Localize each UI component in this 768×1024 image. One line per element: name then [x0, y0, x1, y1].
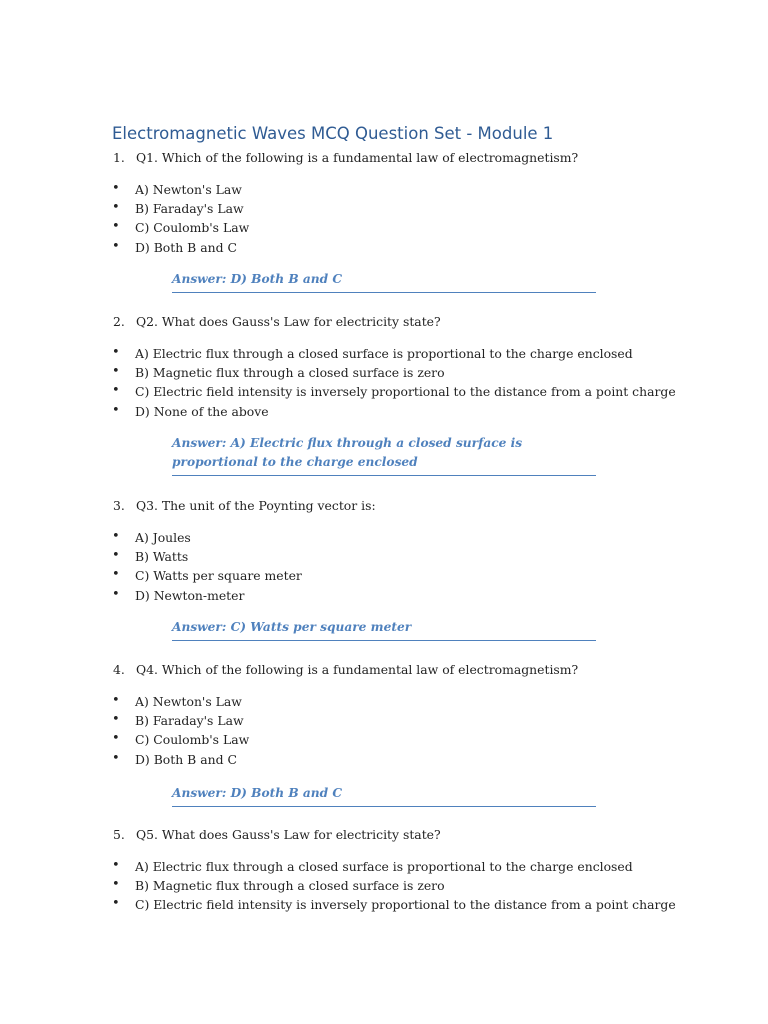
bullet-icon: • [112, 239, 120, 254]
bullet-icon: • [112, 751, 120, 766]
document-page: Electromagnetic Waves MCQ Question Set - Module 1 1. Q1. Which of the following is a fundamental law of electromagnetism? • A) Newton's Law • B) Faraday's Law • C) Coulomb's Law • D) Both B and C Answer: D) Both B and C 2. Q2. What does Gauss's Law for electricity state? • A) Electric flux through a closed surface is proportional to the charge enclosed • B) Magnetic flux through a closed surface is zero • C) Electric field intensity is inversely proportional to the distance from a point charge • D) None of the above Answer: A) Electric flux through a closed surface is proportional to the charge enclosed 3. Q3. The unit of the Poynting vector is: • A) Joules • B) Watts • C) Watts per square meter • D) Newton-meter Answer: C) Watts per square meter 4. Q4. Which of the following is a fundamental law of electromagnetism? • A) Newton's Law • B) Faraday's Law • C) Coulomb's Law • D) Both B and C Answer: D) Both B and C 5. Q5. What does Gauss's Law for electricity state? • A) Electric flux through a closed surface is proportional to the charge enclosed • B) Magnetic flux through a closed surface is zero • C) Electric field intensity is inversely proportional to the distance from a point charge [112, 124, 676, 912]
bullet-icon: • [112, 877, 120, 892]
bullet-icon: • [112, 403, 120, 418]
bullet-icon: • [112, 219, 120, 234]
question-text: Q5. What does Gauss's Law for electricity state? [136, 827, 441, 842]
answer-text: Answer: C) Watts per square meter [172, 618, 596, 641]
bullet-icon: • [112, 712, 120, 727]
question-text: Q4. Which of the following is a fundamental law of electromagnetism? [136, 662, 579, 677]
bullet-icon: • [112, 345, 120, 360]
bullet-icon: • [112, 181, 120, 196]
bullet-icon: • [112, 896, 120, 911]
question-line [113, 150, 578, 166]
document-title: Electromagnetic Waves MCQ Question Set - Module 1 [112, 124, 554, 143]
answer-text: Answer: D) Both B and C [172, 784, 596, 807]
question-text: Q2. What does Gauss's Law for electricity state? [136, 314, 441, 329]
question-number: 4. [113, 662, 125, 677]
bullet-icon: • [112, 200, 120, 215]
question-number: 5. [113, 827, 125, 842]
answer-text: Answer: A) Electric flux through a closed surface is proportional to the charge enclosed [172, 434, 596, 476]
question-number: 1. [113, 150, 125, 165]
bullet-icon: • [112, 858, 120, 873]
bullet-icon: • [112, 587, 120, 602]
bullet-icon: • [112, 567, 120, 582]
bullet-icon: • [112, 731, 120, 746]
question-line [113, 314, 441, 330]
bullet-icon: • [112, 548, 120, 563]
bullet-icon: • [112, 693, 120, 708]
question-text: Q1. Which of the following is a fundamental law of electromagnetism? [136, 150, 579, 165]
question-number: 3. [113, 498, 125, 513]
bullet-icon: • [112, 383, 120, 398]
answer-text: Answer: D) Both B and C [172, 270, 596, 293]
question-line [113, 827, 441, 843]
bullet-icon: • [112, 364, 120, 379]
question-number: 2. [113, 314, 125, 329]
question-text: Q3. The unit of the Poynting vector is: [136, 498, 376, 513]
question-line [113, 498, 376, 514]
question-line [113, 662, 578, 678]
bullet-icon: • [112, 529, 120, 544]
